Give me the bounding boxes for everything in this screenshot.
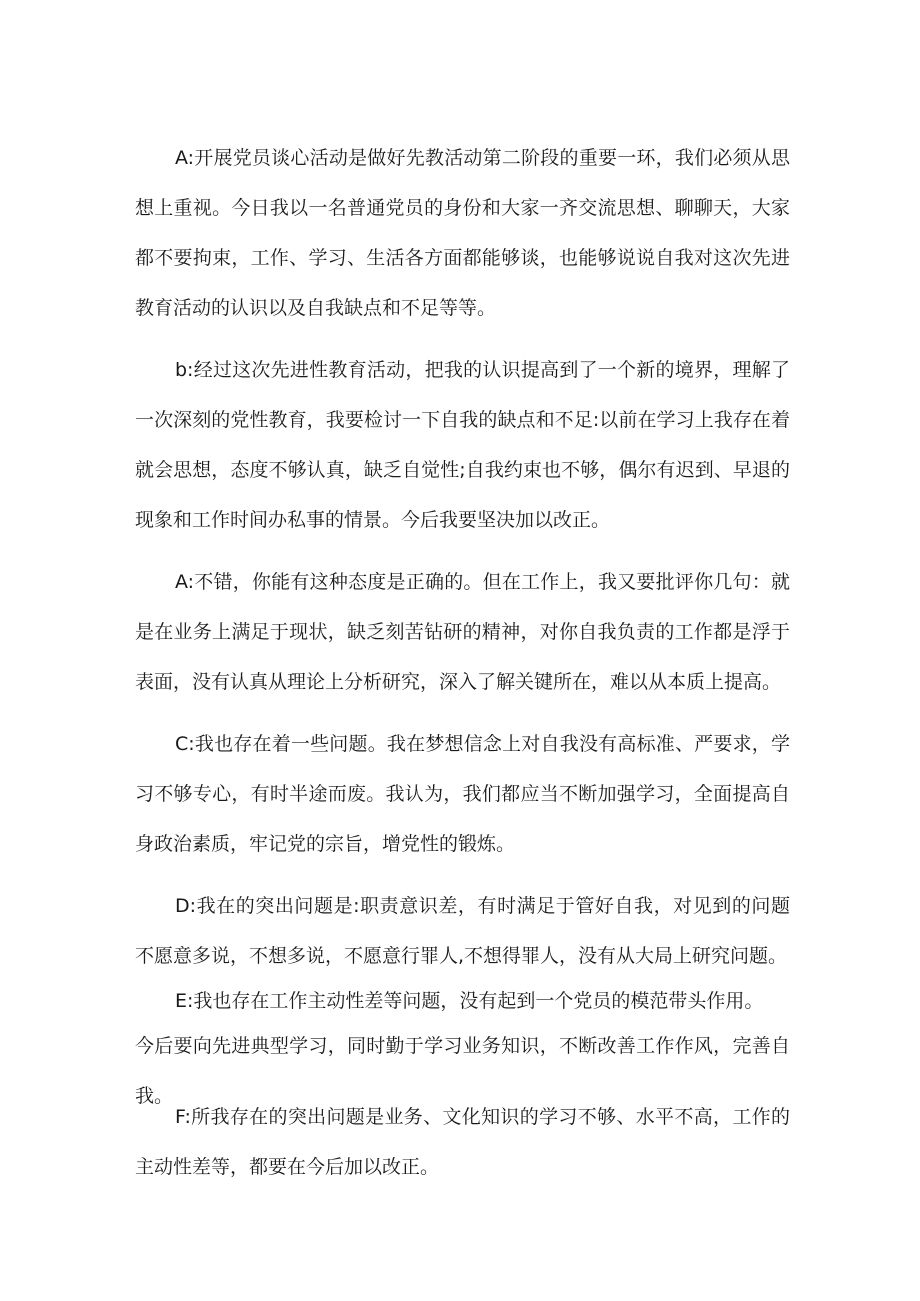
paragraph-a-criticism: A:不错，你能有这种态度是正确的。但在工作上，我又要批评你几句：就是在业务上满足于现状，缺乏刻苦钻研的精神，对你自我负责的工作都是浮于表面，没有认真从理论上分析研究，深入了解关键所在，难以从本质上提高。 bbox=[135, 571, 790, 693]
paragraph-c: C:我也存在着一些问题。我在梦想信念上对自我没有高标准、严要求，学习不够专心，有时半途而废。我认为，我们都应当不断加强学习，全面提高自身政治素质，牢记党的宗旨，增党性的锻炼。 bbox=[135, 733, 790, 855]
paragraph-b-self-criticism: b:经过这次先进性教育活动，把我的认识提高到了一个新的境界，理解了一次深刻的党性教育，我要检讨一下自我的缺点和不足:以前在学习上我存在着就会思想，态度不够认真，缺乏自觉性;自我约束也不够，偶尔有迟到、早退的现象和工作时间办私事的情景。今后我要坚决加以改正。 bbox=[135, 359, 790, 531]
paragraph-f: F:所我存在的突出问题是业务、文化知识的学习不够、水平不高，工作的主动性差等，都要在今后加以改正。 bbox=[135, 1106, 790, 1178]
paragraph-e-continuation: 今后要向先进典型学习，同时勤于学习业务知识，不断改善工作作风，完善自我。 bbox=[135, 1035, 790, 1107]
paragraph-d: D:我在的突出问题是:职责意识差，有时满足于管好自我，对见到的问题不愿意多说，不想多说，不愿意行罪人,不想得罪人，没有从大局上研究问题。 bbox=[135, 895, 790, 967]
paragraph-e: E:我也存在工作主动性差等问题，没有起到一个党员的模范带头作用。 bbox=[175, 990, 764, 1012]
paragraph-a-opening: A:开展党员谈心活动是做好先教活动第二阶段的重要一环，我们必须从思想上重视。今日我以一名普通党员的身份和大家一齐交流思想、聊聊天，大家都不要拘束，工作、学习、生活各方面都能够谈，也能够说说自我对这次先进教育活动的认识以及自我缺点和不足等等。 bbox=[135, 147, 790, 319]
